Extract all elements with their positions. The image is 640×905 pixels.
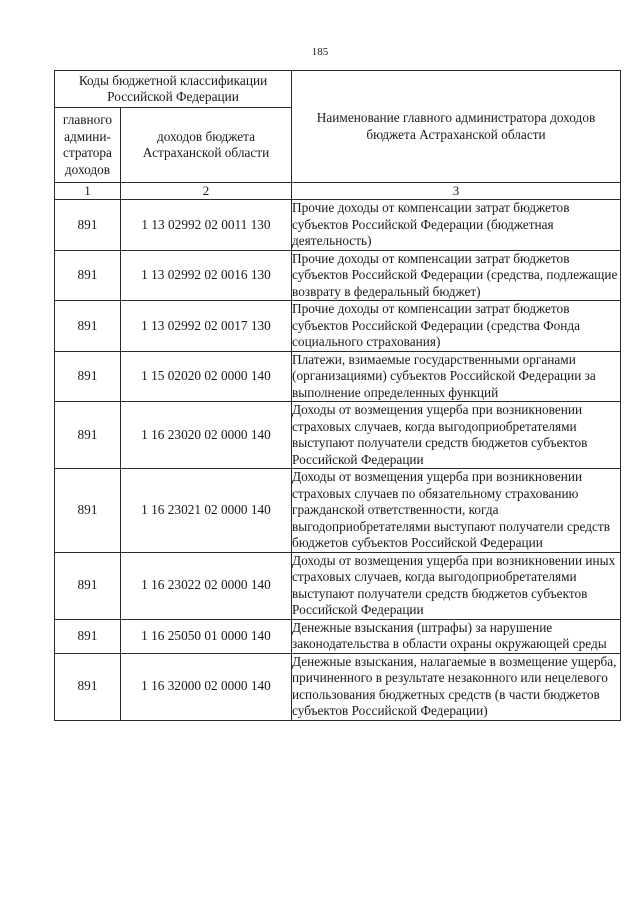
revenue-code-cell: 1 16 32000 02 0000 140 — [121, 653, 292, 720]
header-main-admin: главного админи-стратора доходов — [55, 108, 121, 183]
revenue-name-cell: Доходы от возмещения ущерба при возникновении иных страховых случаев, когда выгодоприобретателями выступают получатели средств бюджетов субъектов Российской Федерации — [292, 552, 621, 619]
revenue-code-cell: 1 16 23022 02 0000 140 — [121, 552, 292, 619]
table-row — [55, 200, 621, 251]
revenue-code-cell: 1 13 02992 02 0016 130 — [121, 250, 292, 301]
header-admin-name: Наименование главного администратора доходов бюджета Астраханской области — [292, 71, 621, 183]
table-row — [55, 250, 621, 301]
admin-code-cell: 891 — [55, 301, 121, 352]
table-row — [55, 469, 621, 553]
column-number-1: 1 — [55, 183, 121, 200]
revenue-name-cell: Прочие доходы от компенсации затрат бюджетов субъектов Российской Федерации (средства Фонда социального страхования) — [292, 301, 621, 352]
header-row-numbers — [55, 183, 621, 200]
revenue-code-cell: 1 16 23021 02 0000 140 — [121, 469, 292, 553]
header-codes-group: Коды бюджетной классификации Российской Федерации — [55, 71, 292, 108]
admin-code-cell: 891 — [55, 552, 121, 619]
revenue-code-cell: 1 13 02992 02 0017 130 — [121, 301, 292, 352]
table-row — [55, 351, 621, 402]
revenue-name-cell: Денежные взыскания (штрафы) за нарушение законодательства в области охраны окружающей среды — [292, 619, 621, 653]
revenue-code-cell: 1 13 02992 02 0011 130 — [121, 200, 292, 251]
table-row — [55, 301, 621, 352]
admin-code-cell: 891 — [55, 619, 121, 653]
budget-classification-table — [54, 70, 621, 721]
revenue-name-cell: Денежные взыскания, налагаемые в возмещение ущерба, причиненного в результате незаконного или нецелевого использования бюджетных средств (в части бюджетов субъектов Российской Федерации) — [292, 653, 621, 720]
revenue-name-cell: Прочие доходы от компенсации затрат бюджетов субъектов Российской Федерации (бюджетная деятельность) — [292, 200, 621, 251]
table-row — [55, 552, 621, 619]
header-revenue-code: доходов бюджета Астраханской области — [121, 108, 292, 183]
column-number-2: 2 — [121, 183, 292, 200]
admin-code-cell: 891 — [55, 200, 121, 251]
header-row-group — [55, 71, 621, 108]
revenue-name-cell: Доходы от возмещения ущерба при возникновении страховых случаев, когда выгодоприобретателями выступают получатели средств бюджетов субъектов Российской Федерации — [292, 402, 621, 469]
table-row — [55, 653, 621, 720]
revenue-name-cell: Доходы от возмещения ущерба при возникновении страховых случаев по обязательному страхованию гражданской ответственности, когда выгодоприобретателями выступают получатели средств бюджетов субъектов Российской Федерации — [292, 469, 621, 553]
admin-code-cell: 891 — [55, 653, 121, 720]
admin-code-cell: 891 — [55, 250, 121, 301]
revenue-code-cell: 1 15 02020 02 0000 140 — [121, 351, 292, 402]
revenue-code-cell: 1 16 23020 02 0000 140 — [121, 402, 292, 469]
revenue-name-cell: Платежи, взимаемые государственными органами (организациями) субъектов Российской Федерации за выполнение определенных функций — [292, 351, 621, 402]
table-row — [55, 402, 621, 469]
table-row — [55, 619, 621, 653]
admin-code-cell: 891 — [55, 351, 121, 402]
column-number-3: 3 — [292, 183, 621, 200]
revenue-code-cell: 1 16 25050 01 0000 140 — [121, 619, 292, 653]
admin-code-cell: 891 — [55, 469, 121, 553]
admin-code-cell: 891 — [55, 402, 121, 469]
revenue-name-cell: Прочие доходы от компенсации затрат бюджетов субъектов Российской Федерации (средства, подлежащие возврату в федеральный бюджет) — [292, 250, 621, 301]
page-number: 185 — [311, 46, 329, 58]
